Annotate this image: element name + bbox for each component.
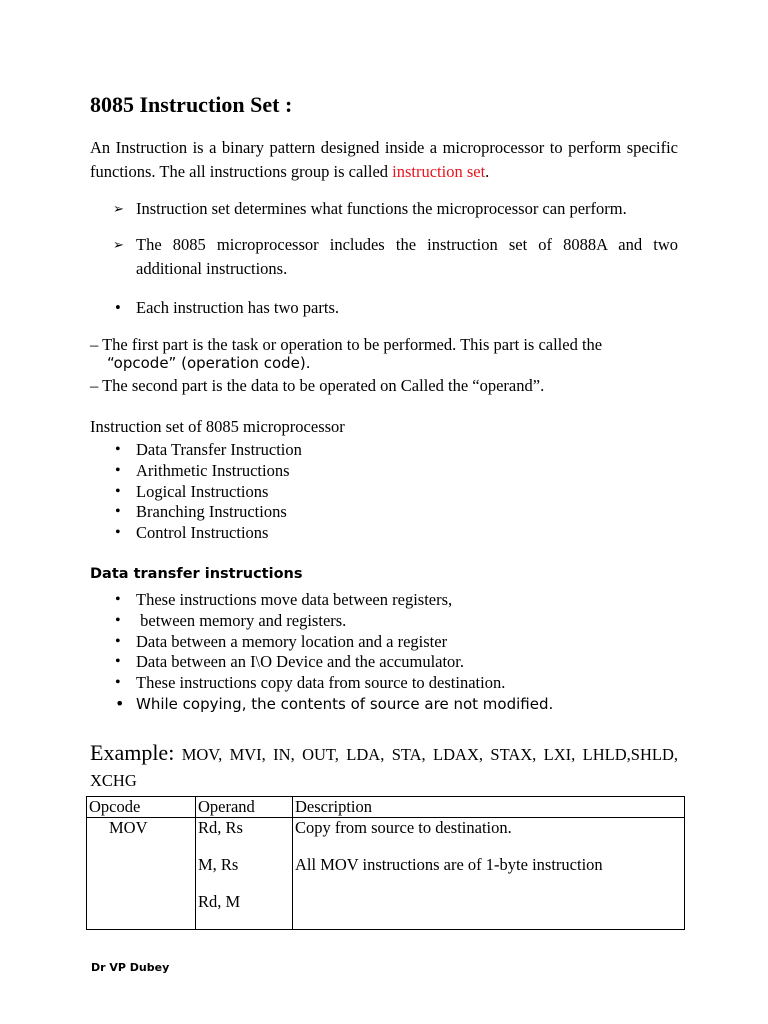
footer-author: Dr VP Dubey <box>91 961 170 974</box>
arrow-item-text: Instruction set determines what functions the microprocessor can perform. <box>136 199 627 218</box>
table-row <box>87 818 685 930</box>
operand-2: M, Rs <box>198 855 239 874</box>
list-item: • between memory and registers. <box>113 611 553 632</box>
dash-first-line1: – The first part is the task or operation to be performed. This part is called the <box>90 335 603 354</box>
example-text: MOV, MVI, IN, OUT, LDA, STA, LDAX, STAX, LXI, LHLD,SHLD, XCHG <box>90 745 678 790</box>
header-opcode: Opcode <box>87 797 196 818</box>
bullet-icon: • <box>115 298 121 317</box>
operand-1: Rd, Rs <box>198 818 243 837</box>
arrow-bullet-icon: ➢ <box>113 201 124 216</box>
cell-operands <box>196 818 293 930</box>
header-operand: Operand <box>196 797 293 818</box>
intro-text: An Instruction is a binary pattern designed inside a microprocessor to perform specific functions. The all instructions group is called <box>90 138 678 181</box>
data-transfer-heading: Data transfer instructions <box>90 566 303 582</box>
list-item: • Control Instructions <box>113 523 302 544</box>
list-item: • Logical Instructions <box>113 482 302 503</box>
arrow-item-1 <box>113 197 678 221</box>
page-title: 8085 Instruction Set : <box>90 92 293 117</box>
dash-item-second: – The second part is the data to be operated on Called the “operand”. <box>90 376 545 395</box>
table-header-row <box>87 797 685 818</box>
list-item: • While copying, the contents of source are not modified. <box>113 694 553 715</box>
list-item: • Data between an I\O Device and the accumulator. <box>113 652 553 673</box>
list-item: • Data between a memory location and a register <box>113 632 553 653</box>
example-label: Example: <box>90 740 175 765</box>
example-paragraph <box>90 740 678 794</box>
list-item: • These instructions move data between registers, <box>113 590 553 611</box>
description-1: Copy from source to destination. <box>295 818 512 837</box>
arrow-item-2 <box>113 233 678 281</box>
arrow-item-text: The 8085 microprocessor includes the instruction set of 8088A and two additional instructions. <box>136 235 678 278</box>
intro-paragraph <box>90 136 678 184</box>
instruction-set-heading: Instruction set of 8085 microprocessor <box>90 417 345 436</box>
cell-description <box>293 818 685 930</box>
bullet-item-parts <box>113 296 678 320</box>
bullet-item-text: Each instruction has two parts. <box>136 298 339 317</box>
description-2: All MOV instructions are of 1-byte instruction <box>295 855 603 874</box>
list-item: • Data Transfer Instruction <box>113 440 302 461</box>
instruction-set-highlight: instruction set <box>392 162 486 181</box>
operand-3: Rd, M <box>198 892 241 911</box>
header-description: Description <box>293 797 685 818</box>
mov-table <box>86 796 685 930</box>
arrow-bullet-icon: ➢ <box>113 237 124 252</box>
dash-item-first <box>90 335 602 373</box>
cell-opcode: MOV <box>87 818 196 930</box>
intro-period: . <box>485 162 490 181</box>
list-item: • These instructions copy data from source to destination. <box>113 673 553 694</box>
instruction-set-list <box>113 440 302 544</box>
list-item: • Arithmetic Instructions <box>113 461 302 482</box>
data-transfer-list <box>113 590 553 715</box>
list-item: • Branching Instructions <box>113 502 302 523</box>
dash-first-line2: “opcode” (operation code). <box>107 354 311 372</box>
